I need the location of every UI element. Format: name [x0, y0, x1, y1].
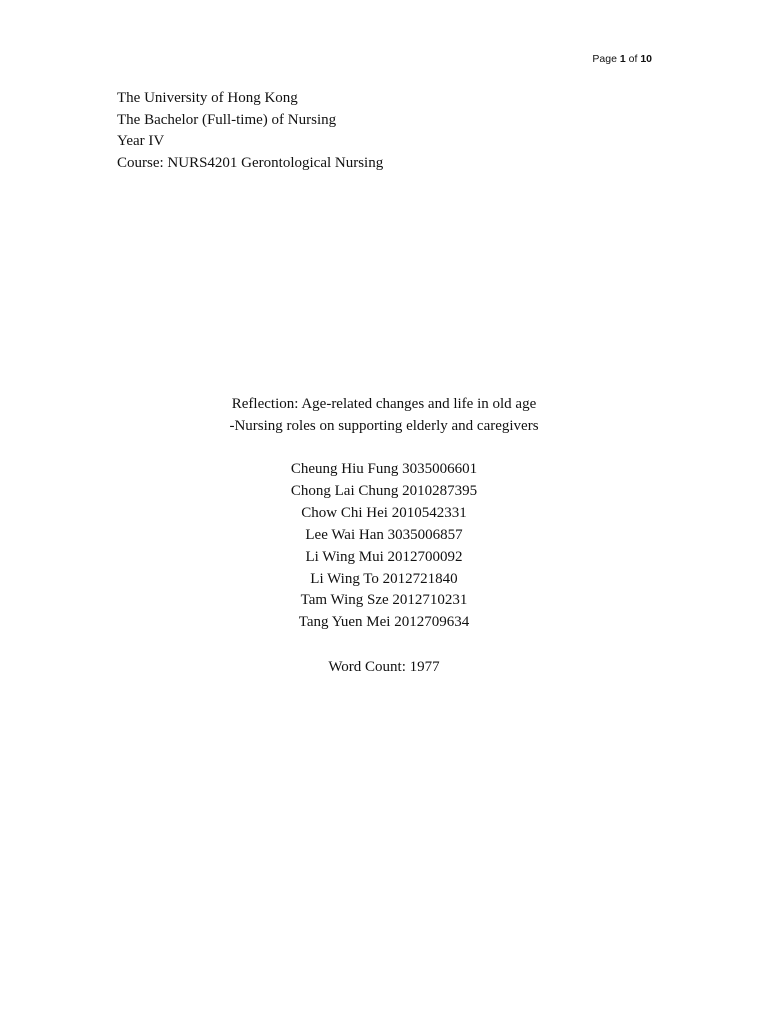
author-entry: Lee Wai Han 3035006857	[305, 526, 463, 543]
total-pages: 10	[640, 53, 652, 65]
title-line-2: -Nursing roles on supporting elderly and caregivers	[229, 417, 539, 434]
page-of-label: of	[628, 53, 638, 65]
title-line-1: Reflection: Age-related changes and life in old age	[231, 396, 537, 412]
author-entry: Li Wing Mui 2012700092	[305, 548, 463, 565]
course-header	[117, 88, 383, 174]
current-page: 1	[619, 53, 626, 65]
author-entry: Cheung Hiu Fung 3035006601	[290, 461, 478, 477]
author-entry: Chow Chi Hei 2010542331	[301, 504, 467, 521]
word-count: Word Count: 1977	[328, 659, 440, 675]
author-entry: Li Wing To 2012721840	[310, 570, 458, 587]
author-entry: Chong Lai Chung 2010287395	[290, 482, 478, 499]
year-level: Year IV	[117, 133, 165, 150]
author-entry: Tang Yuen Mei 2012709634	[298, 614, 470, 631]
page-number	[560, 52, 652, 66]
author-entry: Tam Wing Sze 2012710231	[300, 592, 468, 609]
author-list	[0, 459, 768, 634]
degree-name: The Bachelor (Full-time) of Nursing	[117, 111, 337, 128]
university-name: The University of Hong Kong	[117, 90, 298, 106]
course-name: Course: NURS4201 Gerontological Nursing	[117, 154, 384, 171]
document-title	[0, 394, 768, 438]
page-label: Page	[592, 53, 617, 65]
